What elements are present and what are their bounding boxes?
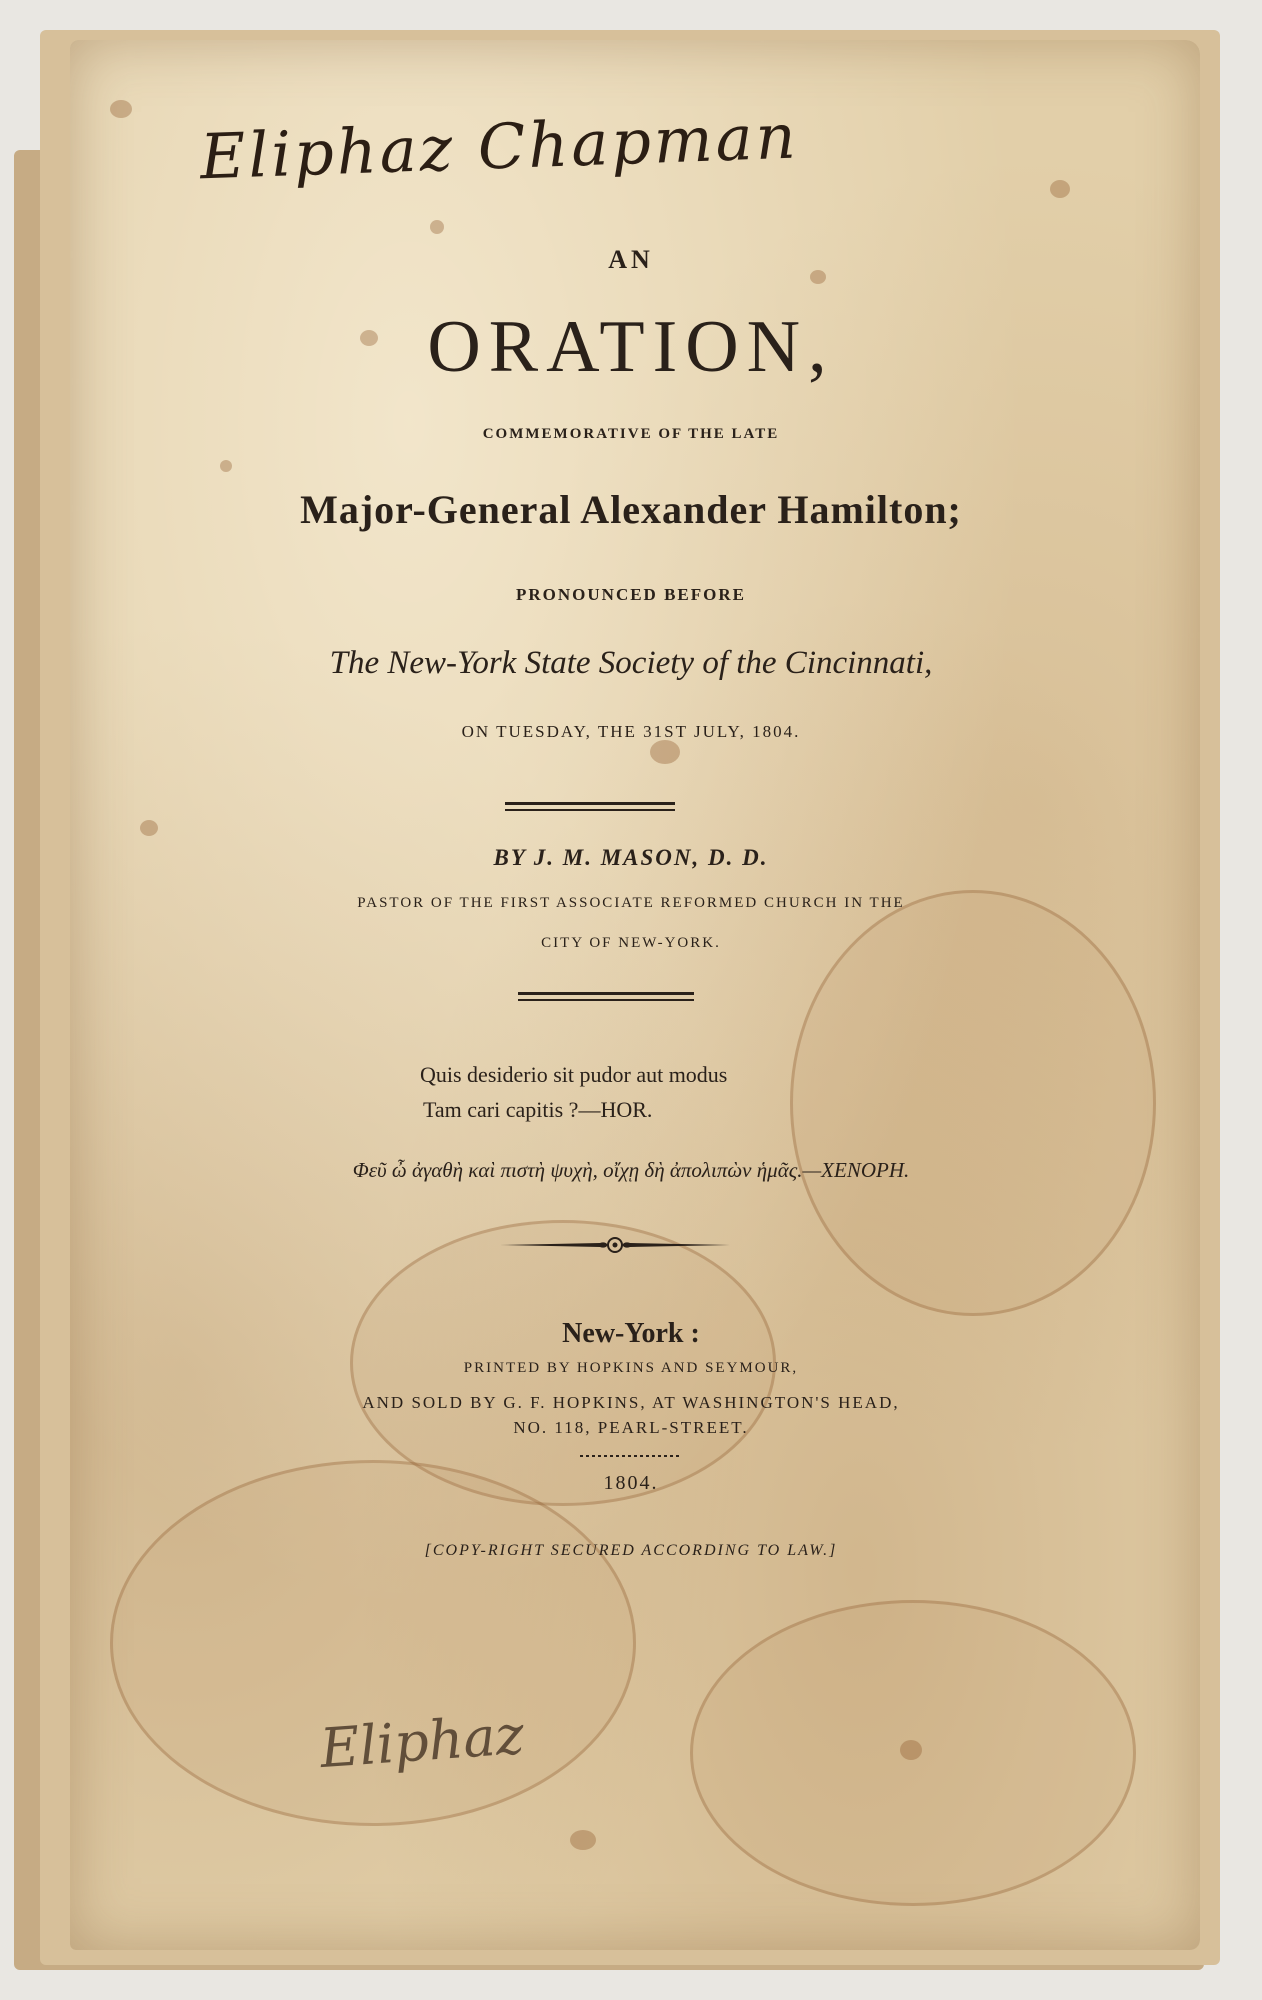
title-an: AN [608,245,654,274]
foxing-spot [140,820,158,836]
handwritten-signature-top: Eliphaz Chapman [198,99,800,194]
printer-line: PRINTED BY HOPKINS AND SEYMOUR, [463,1360,799,1376]
double-rule-top [505,802,675,805]
title-oration: ORATION, [427,306,835,388]
commemorative-line: COMMEMORATIVE OF THE LATE [482,426,780,442]
ornament-divider [500,1235,730,1255]
foxing-spot [650,740,680,764]
double-rule-middle [518,999,694,1001]
copyright-line: [COPY-RIGHT SECURED ACCORDING TO LAW.] [424,1542,838,1559]
latin-quote-line-2: Tam cari capitis ?—HOR. [423,1097,653,1122]
foxing-spot [570,1830,596,1850]
pronounced-line: PRONOUNCED BEFORE [516,585,746,604]
latin-quote-line-1: Quis desiderio sit pudor aut modus [420,1062,728,1087]
foxing-spot [220,460,232,472]
place-line: New-York : [562,1318,700,1349]
society-line: The New-York State Society of the Cincinnati, [329,645,933,681]
author-line: BY J. M. MASON, D. D. [493,845,769,870]
pastor-line-1: PASTOR OF THE FIRST ASSOCIATE REFORMED CHURCH IN THE [357,895,905,911]
foxing-spot [900,1740,922,1760]
double-rule-middle [518,992,694,995]
handwritten-signature-bottom: Eliphaz [318,1702,526,1781]
pastor-line-2: CITY OF NEW-YORK. [541,935,721,951]
subject-line: Major-General Alexander Hamilton; [300,487,962,532]
address-line: NO. 118, PEARL-STREET. [513,1418,749,1437]
foxing-spot [430,220,444,234]
greek-quote: Φεῦ ὦ ἀγαθὴ καὶ πιστὴ ψυχὴ, οἴχῃ δὴ ἀπολιπὼν ἡμᾶς.—XENOPH. [352,1158,910,1182]
foxing-spot [110,100,132,118]
year-line: 1804. [603,1472,659,1494]
date-line: ON TUESDAY, THE 31ST JULY, 1804. [461,722,801,741]
double-rule-top [505,809,675,811]
seller-line: AND SOLD BY G. F. HOPKINS, AT WASHINGTON'S HEAD, [362,1393,900,1412]
dotted-rule [580,1455,680,1457]
foxing-spot [1050,180,1070,198]
water-stain [790,890,1156,1316]
